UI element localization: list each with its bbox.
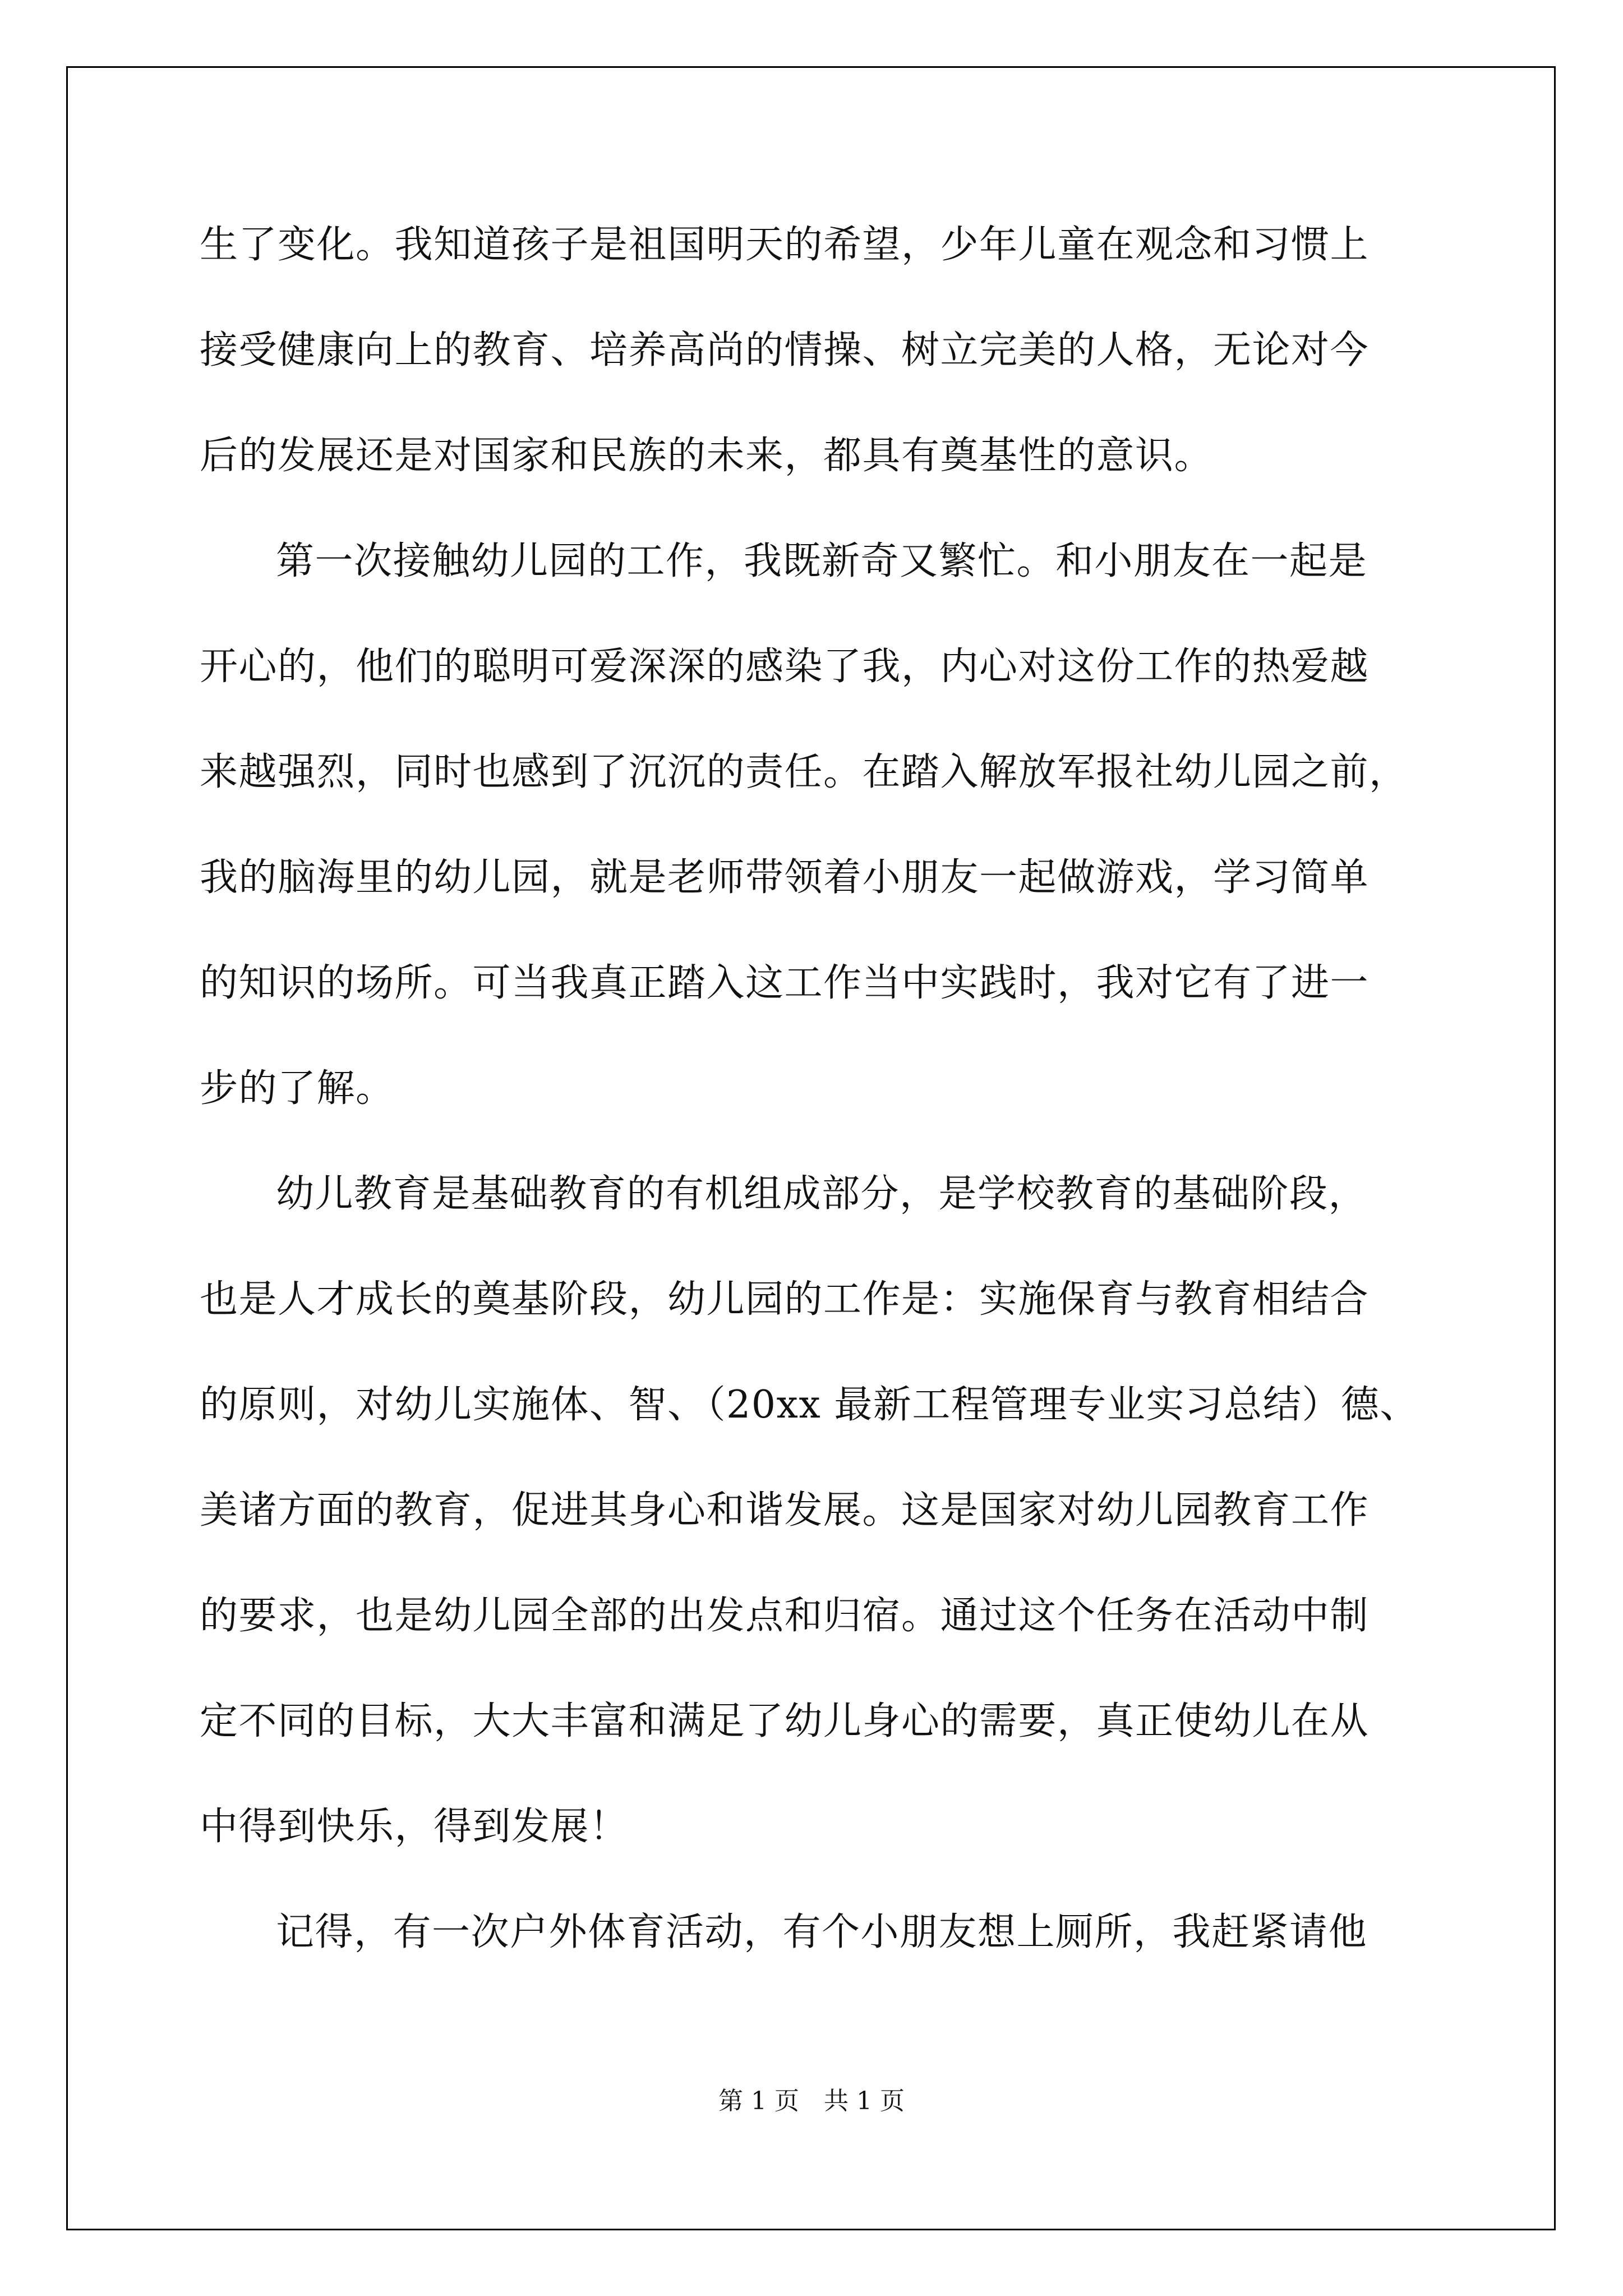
text-line: 的原则，对幼儿实施体、智、（20xx 最新工程管理专业实习总结）德、 <box>200 1383 1419 1427</box>
paragraph-first-line: 记得，有一次户外体育活动，有个小朋友想上厕所，我赶紧请他 <box>276 1910 1368 1954</box>
text-line: 我的脑海里的幼儿园，就是老师带领着小朋友一起做游戏，学习简单 <box>200 855 1370 900</box>
text-line: 也是人才成长的奠基阶段，幼儿园的工作是：实施保育与教育相结合 <box>200 1277 1370 1322</box>
text-line: 生了变化。我知道孩子是祖国明天的希望，少年儿童在观念和习惯上 <box>200 223 1370 267</box>
text-line: 后的发展还是对国家和民族的未来，都具有奠基性的意识。 <box>200 434 1214 478</box>
text-line: 中得到快乐，得到发展！ <box>200 1805 629 1849</box>
page-footer: 第 1 页 共 1 页 <box>718 2087 905 2115</box>
paragraph-first-line: 第一次接触幼儿园的工作，我既新奇又繁忙。和小朋友在一起是 <box>276 539 1368 583</box>
text-line: 接受健康向上的教育、培养高尚的情操、树立完美的人格，无论对今 <box>200 328 1370 372</box>
text-line: 步的了解。 <box>200 1066 395 1111</box>
paragraph-first-line: 幼儿教育是基础教育的有机组成部分，是学校教育的基础阶段， <box>276 1172 1368 1216</box>
text-line: 的知识的场所。可当我真正踏入这工作当中实践时，我对它有了进一 <box>200 961 1370 1005</box>
text-line: 定不同的目标，大大丰富和满足了幼儿身心的需要，真正使幼儿在从 <box>200 1699 1370 1743</box>
text-line: 的要求，也是幼儿园全部的出发点和归宿。通过这个任务在活动中制 <box>200 1594 1370 1638</box>
text-line: 来越强烈，同时也感到了沉沉的责任。在踏入解放军报社幼儿园之前， <box>200 750 1408 794</box>
text-line: 美诸方面的教育，促进其身心和谐发展。这是国家对幼儿园教育工作 <box>200 1488 1370 1533</box>
text-line: 开心的，他们的聪明可爱深深的感染了我，内心对这份工作的热爱越 <box>200 645 1370 689</box>
